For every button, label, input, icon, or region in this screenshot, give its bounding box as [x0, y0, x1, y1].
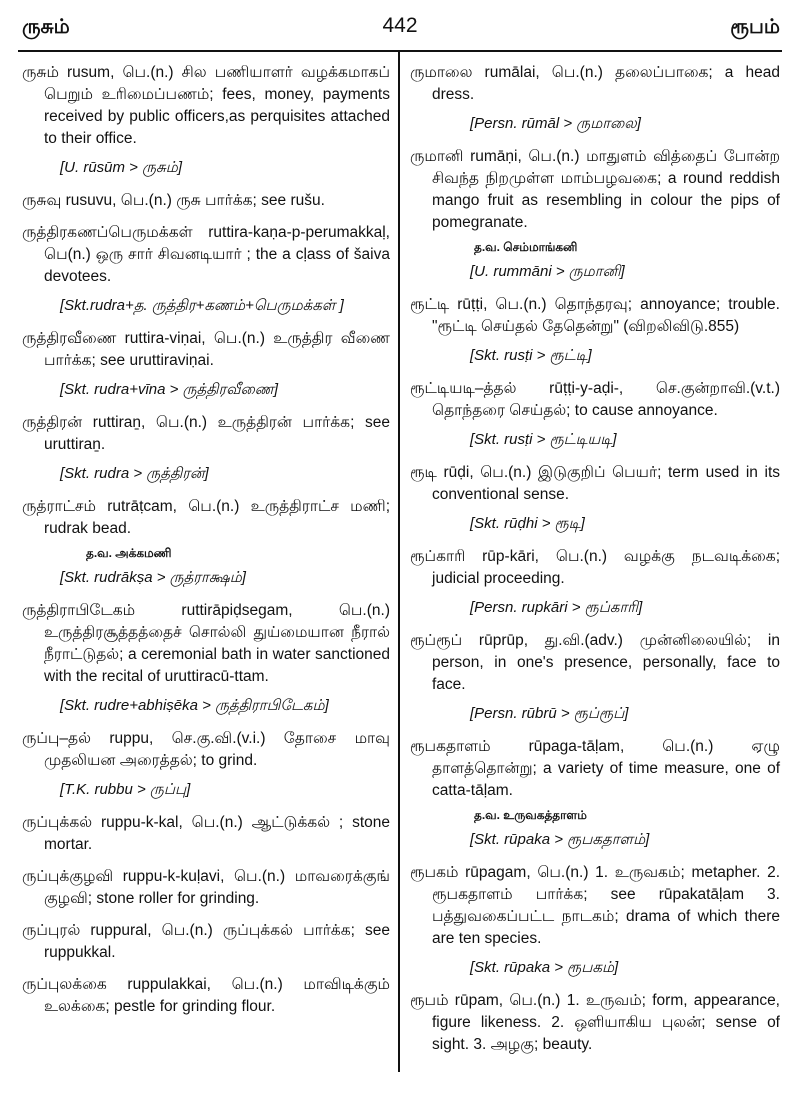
tamil-equivalent: த.வ. அக்கமணி	[86, 546, 172, 560]
entry-rudi: ரூடி rūḍi, பெ.(n.) இடுகுறிப் பெயர்; term used in its conventional sense.	[410, 464, 780, 503]
entry-ruprup: ரூப்ரூப் rūprūp, து.வி.(adv.) முன்னிலையில்; in person, in one's presence, personally, face to face.	[410, 632, 780, 693]
entry-ruttirakanapperumakkal: ருத்திரகணப்பெருமக்கள் ruttira-kaṇa-p-perumakkaḷ, பெ(n.) ஒரு சார் சிவனடியார் ; the a cḷass of šaiva devotees.	[22, 224, 390, 285]
etymology: [U. rūsūm > ருசும்]	[60, 159, 183, 176]
entry-ruttiraveenai: ருத்திரவீணை ruttira-viṇai, பெ.(n.) உருத்திர வீணை பார்க்க; see uruttiraviṇai.	[22, 330, 390, 369]
tamil-equivalent: த.வ. செம்மாங்கனி	[474, 240, 578, 254]
entry-ruppu-tal: ருப்பு–தல் ruppu, செ.கு.வி.(v.i.) தோசை மாவு முதலியன அரைத்தல்; to grind.	[22, 730, 390, 769]
entry-rusuvu: ருசுவு rusuvu, பெ.(n.) ருசு பார்க்க; see rušu.	[22, 192, 325, 209]
etymology: [Skt. rusṭi > ரூட்டி]	[470, 347, 592, 364]
etymology: [Skt. rudra > ருத்திரன்]	[60, 465, 209, 482]
entry-rupam: ரூபம் rūpam, பெ.(n.) 1. உருவம்; form, appearance, figure likeness. 2. ஒளியாகிய புலன்; sense of sight. 3. அழகு; beauty.	[410, 992, 780, 1053]
etymology: [U. rummāni > ருமானி]	[470, 263, 625, 280]
right-column	[410, 62, 780, 1066]
page-number: 442	[382, 14, 418, 37]
etymology: [Skt. rudre+abhiṣēka > ருத்திராபிடேகம்]	[60, 697, 329, 714]
left-column	[22, 62, 390, 1028]
entry-rutratcam: ருத்ராட்சம் rutrāṭcam, பெ.(n.) உருத்திராட்ச மணி; rudrak bead.	[22, 498, 390, 537]
etymology: [Persn. rupkāri > ரூப்காரி]	[470, 599, 643, 616]
etymology: [Skt.rudra+த. ருத்திர+கணம்+பெருமக்கள் ]	[60, 297, 344, 314]
entry-ruppukkal: ருப்புக்கல் ruppu-k-kal, பெ.(n.) ஆட்டுக்கல் ; stone mortar.	[22, 814, 390, 853]
etymology: [Skt. rudrākṣa > ருத்ராக்ஷம்]	[60, 569, 246, 586]
etymology: [Skt. rūpaka > ரூபகம்]	[470, 959, 619, 976]
column-divider	[398, 52, 400, 1072]
entry-ruttiran: ருத்திரன் ruttiraṉ, பெ.(n.) உருத்திரன் பார்க்க; see uruttiraṉ.	[22, 414, 390, 453]
entry-rupagam: ரூபகம் rūpagam, பெ.(n.) 1. உருவகம்; metapher. 2. ரூபகதாளம் பார்க்க; see rūpakatāḷam 3. பத்துவகைப்பட்ட நாடகம்; drama of which there are ten species.	[410, 864, 780, 947]
header-rule	[18, 50, 782, 52]
entry-rumalai: ருமாலை rumālai, பெ.(n.) தலைப்பாகை; a head dress.	[410, 64, 780, 103]
etymology: [Skt. rūpaka > ரூபகதாளம்]	[470, 831, 650, 848]
etymology: [Skt. rudra+vīna > ருத்திரவீணை]	[60, 381, 279, 398]
tamil-equivalent: த.வ. உருவகத்தாளம்	[474, 808, 587, 822]
entry-ruttirapidegam: ருத்திராபிடேகம் ruttirāpiḍsegam, பெ.(n.) உருத்திரசூத்தத்தைச் சொல்லி துய்மையான நீரால் நீராட்டுதல்; a ceremonial bath in water sanctioned with the recital of uruttiracū-ttam.	[22, 602, 390, 685]
entry-rutti: ரூட்டி rūṭṭi, பெ.(n.) தொந்தரவு; annoyance; trouble. "ரூட்டி செய்தல் தேதென்று" (விறலிவிடு.855)	[410, 296, 780, 335]
etymology: [T.K. rubbu > ருப்பு]	[60, 781, 191, 798]
header-right-guideword: ரூபம்	[730, 16, 780, 38]
entry-rumani: ருமானி rumāṇi, பெ.(n.) மாதுளம் வித்தைப் போன்ற சிவந்த நிறமுள்ள மாம்பழவகை; a round reddish mango fruit as resembling in colour the pips of pomegranate.	[410, 148, 780, 231]
entry-ruppulakkai: ருப்புலக்கை ruppulakkai, பெ.(n.) மாவிடிக்கும் உலக்கை; pestle for grinding flour.	[22, 976, 390, 1015]
etymology: [Skt. rūḍhi > ரூடி]	[470, 515, 585, 532]
entry-rupagatalam: ரூபகதாளம் rūpaga-tāḷam, பெ.(n.) ஏழு தாளத்தொன்று; a variety of time measure, one of catta-tāḷam.	[410, 738, 780, 799]
entry-rupkari: ரூப்காரி rūp-kāri, பெ.(n.) வழக்கு நடவடிக்கை; judicial proceeding.	[410, 548, 780, 587]
entry-ruttiyadi-ttal: ரூட்டியடி–த்தல் rūṭṭi-y-aḍi-, செ.குன்றாவி.(v.t.) தொந்தரை செய்தல்; to cause annoyance.	[410, 380, 780, 419]
entry-ruppukkulavi: ருப்புக்குழவி ruppu-k-kuḷavi, பெ.(n.) மாவரைக்குங் குழவி; stone roller for grinding.	[22, 868, 390, 907]
entry-ruppural: ருப்புரல் ruppural, பெ.(n.) ருப்புக்கல் பார்க்க; see ruppukkal.	[22, 922, 390, 961]
etymology: [Persn. rūmāl > ருமாலை]	[470, 115, 641, 132]
header-left-guideword: ருசும்	[22, 16, 70, 38]
etymology: [Persn. rūbrū > ரூப்ரூப்]	[470, 705, 629, 722]
entry-rusum: ருசும் rusum, பெ.(n.) சில பணியாளர் வழக்கமாகப் பெறும் உரிமைப்பணம்; fees, money, payments received by public officers,as perquisites attached to their office.	[22, 64, 390, 147]
etymology: [Skt. rusṭi > ரூட்டியடி]	[470, 431, 617, 448]
